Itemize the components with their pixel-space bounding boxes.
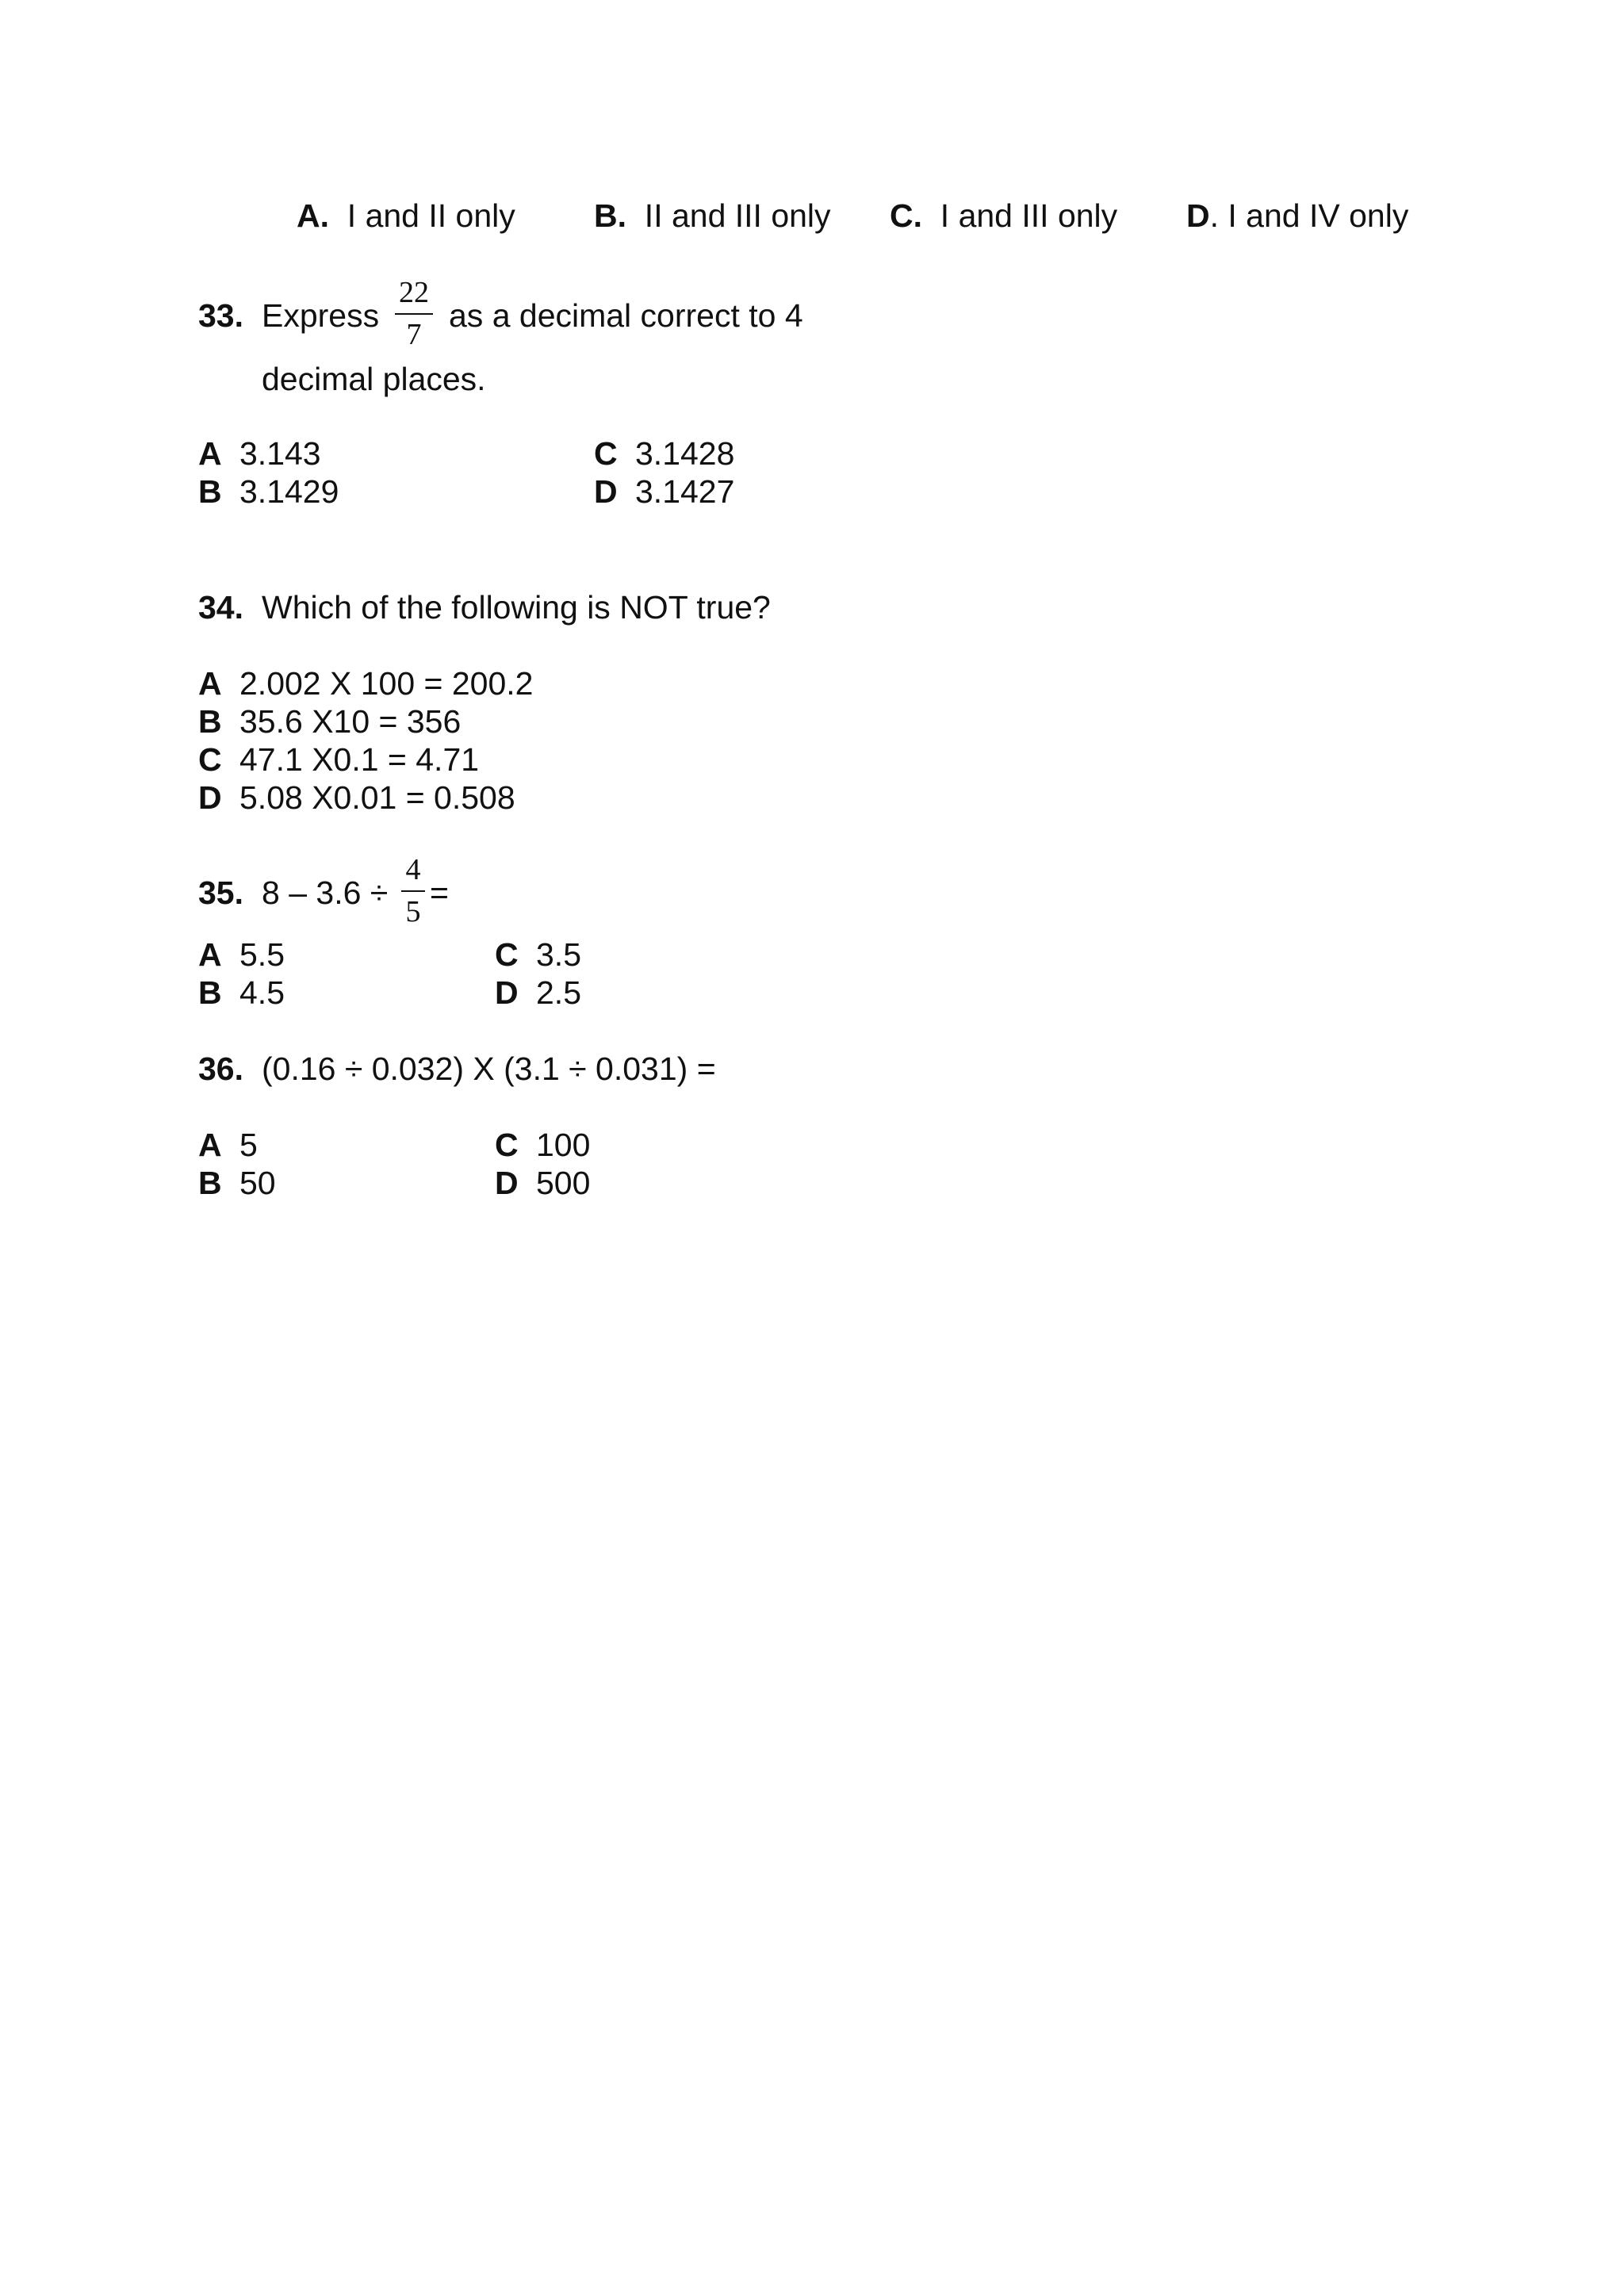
option-text: 5 (239, 1127, 258, 1163)
q36-option-c[interactable] (495, 1129, 590, 1161)
q35-fraction (401, 855, 425, 927)
option-letter: A (198, 936, 222, 973)
option-letter: A (198, 435, 222, 472)
q33-fraction (395, 277, 433, 350)
option-letter: C (495, 936, 519, 973)
q34-option-d[interactable] (198, 779, 515, 816)
option-letter: A (198, 1127, 222, 1163)
option-letter: C (594, 435, 618, 472)
fraction-bar (395, 313, 433, 315)
option-text: 2.002 X 100 = 200.2 (239, 665, 534, 702)
fraction-numerator: 4 (405, 853, 421, 886)
q36-option-b[interactable] (198, 1167, 276, 1200)
q36-option-d[interactable] (495, 1167, 590, 1200)
q36-text: (0.16 ÷ 0.032) X (3.1 ÷ 0.031) = (262, 1050, 716, 1087)
option-text: I and II only (347, 197, 515, 234)
option-text: 3.5 (536, 936, 581, 973)
question-number-35: 35. (198, 874, 243, 911)
fraction-denominator: 7 (406, 318, 422, 351)
option-letter: D (1186, 197, 1210, 234)
q35-option-a[interactable] (198, 936, 285, 973)
option-text: 100 (536, 1127, 591, 1163)
option-text: I and III only (940, 197, 1118, 234)
q34-option-a[interactable] (198, 665, 534, 702)
q33-option-d[interactable] (594, 473, 735, 510)
q33-suffix: as a decimal correct to 4 (449, 297, 803, 334)
option-text: 4.5 (239, 974, 285, 1011)
fraction-bar (401, 890, 425, 892)
option-letter: A (198, 665, 222, 702)
fraction-numerator: 22 (399, 276, 429, 309)
option-text: 3.1428 (635, 435, 735, 472)
option-letter: D (495, 1165, 519, 1201)
option-text: 50 (239, 1165, 276, 1201)
q33-line2: decimal places. (262, 361, 486, 397)
option-letter: D (594, 473, 618, 510)
option-text: 3.143 (239, 435, 321, 472)
q34-text: Which of the following is NOT true? (262, 589, 771, 626)
option-letter: B (198, 974, 222, 1011)
q35-option-b[interactable] (198, 974, 285, 1011)
q33-prefix: Express (262, 297, 380, 334)
option-letter: C. (890, 197, 922, 234)
option-text: 3.1427 (635, 473, 735, 510)
q35-option-d[interactable] (495, 974, 581, 1011)
option-letter: D (198, 779, 222, 816)
question-number-36: 36. (198, 1050, 243, 1087)
q35-option-c[interactable] (495, 936, 581, 973)
option-letter: B. (594, 197, 626, 234)
q35-prefix: 8 – 3.6 ÷ (262, 874, 389, 911)
q33-option-a[interactable] (198, 435, 321, 472)
question-number-34: 34. (198, 589, 243, 626)
question-number-33: 33. (198, 297, 243, 334)
q35-suffix: = (430, 874, 449, 911)
option-text: 35.6 X10 = 356 (239, 703, 462, 740)
option-text: 47.1 X0.1 = 4.71 (239, 741, 480, 778)
q32-option-d[interactable] (1186, 197, 1409, 234)
q32-option-b[interactable] (594, 197, 831, 234)
option-text: . I and IV only (1209, 197, 1409, 234)
fraction-denominator: 5 (405, 895, 421, 928)
option-text: 2.5 (536, 974, 581, 1011)
option-text: 5.5 (239, 936, 285, 973)
q33-option-b[interactable] (198, 473, 339, 510)
option-text: II and III only (644, 197, 831, 234)
q33-option-c[interactable] (594, 435, 735, 472)
option-letter: B (198, 1165, 222, 1201)
option-letter: B (198, 703, 222, 740)
q32-option-a[interactable] (297, 197, 515, 234)
option-letter: D (495, 974, 519, 1011)
q34-option-c[interactable] (198, 741, 480, 778)
option-text: 3.1429 (239, 473, 339, 510)
option-letter: A. (297, 197, 329, 234)
q34-option-b[interactable] (198, 703, 462, 740)
option-letter: B (198, 473, 222, 510)
option-text: 5.08 X0.01 = 0.508 (239, 779, 515, 816)
option-letter: C (495, 1127, 519, 1163)
option-letter: C (198, 741, 222, 778)
q32-option-c[interactable] (890, 197, 1118, 234)
option-text: 500 (536, 1165, 591, 1201)
q36-option-a[interactable] (198, 1129, 258, 1161)
